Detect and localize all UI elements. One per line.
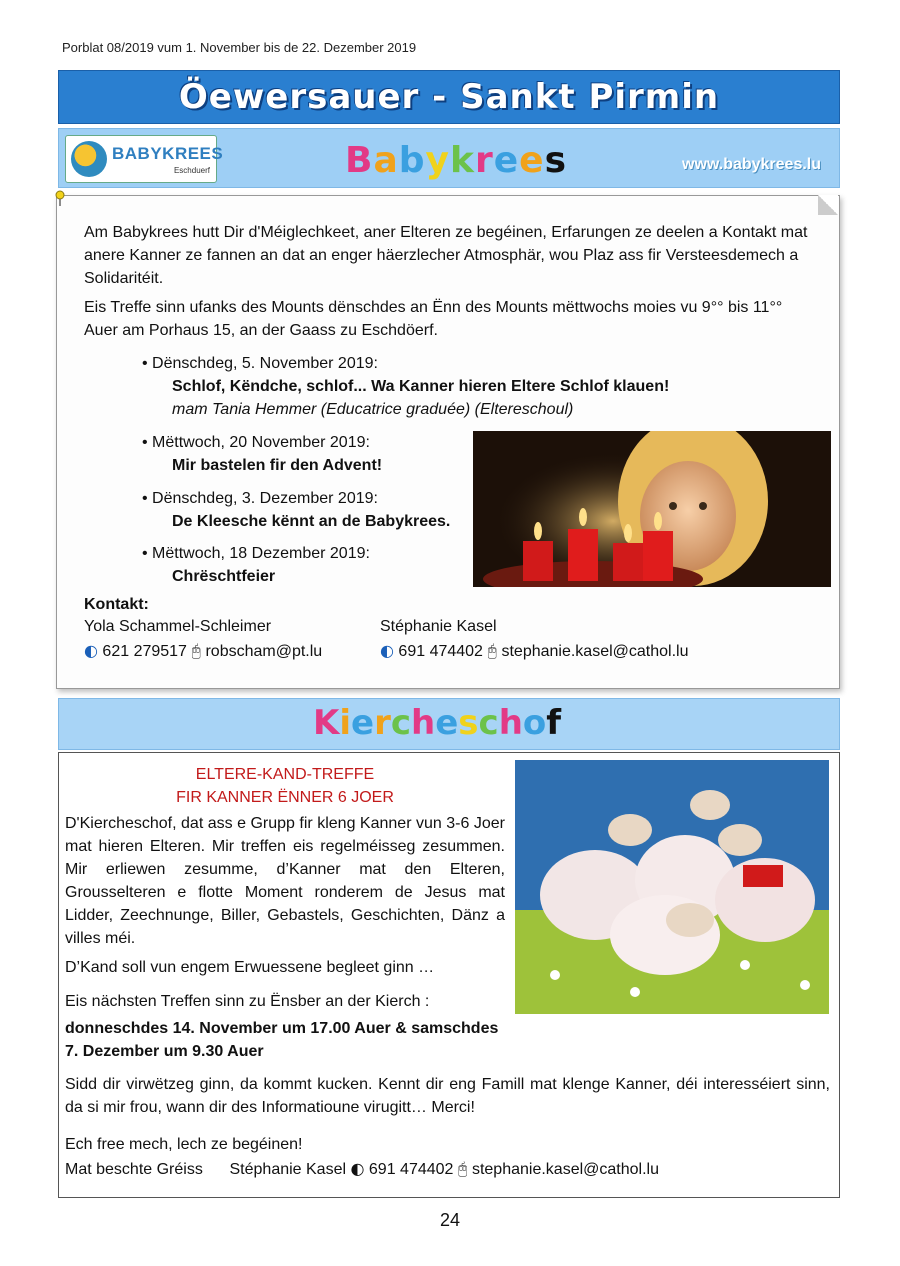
babykrees-logo — [65, 135, 224, 183]
contact-label: Kontakt: — [84, 596, 149, 613]
event-date: • Dënschdeg, 5. November 2019: — [142, 355, 378, 372]
mouse-icon: 🖰 — [487, 641, 498, 660]
parish-banner — [58, 70, 840, 124]
red-heading: ELTERE-KAND-TREFFE — [195, 766, 375, 783]
mouse-icon: 🖰 — [457, 1159, 468, 1178]
phone-icon: ◐ — [84, 641, 98, 660]
contact-name: Stéphanie Kasel — [380, 618, 497, 635]
email-link[interactable]: robscham@pt.lu — [205, 643, 323, 660]
logo-sub: Eschduerf — [173, 166, 210, 175]
child-candles-photo — [473, 431, 831, 587]
phone-icon: ◐ — [350, 1159, 365, 1178]
mouse-icon: 🖰 — [191, 641, 202, 660]
closing-line: Ech free mech, lech ze begéinen! — [65, 1136, 303, 1153]
page-fold-corner — [818, 195, 838, 215]
page-number: 24 — [439, 1210, 461, 1230]
phone-icon: ◐ — [380, 641, 394, 660]
event-title: Schlof, Këndche, schlof... Wa Kanner hieren Eltere Schlof klauen! — [172, 378, 670, 395]
babykrees-intro-2: Eis Treffe sinn ufanks des Mounts dënschdes an Ënn des Mounts mëttwochs moies vu 9°° bis 11°° Auer am Porhaus 15, an der Gaass zu Eschdöerf. — [84, 299, 783, 339]
babykrees-intro-1: Am Babykrees hutt Dir d'Méiglechkeet, aner Elteren ze begéinen, Erfarungen ze deelen a Kontakt mat anere Kanner ze fannen an dat an enger häerzlecher Atmosphär, wou Plaz ass fir Versteesdemech a Solidaritéit. — [84, 224, 808, 287]
kiercheschof-title: Kiercheschof — [313, 703, 562, 743]
next-meeting-dates: donneschdes 14. November um 17.00 Auer & samschdes 7. Dezember um 9.30 Auer — [65, 1020, 499, 1060]
babykrees-title: Babykrees — [345, 140, 567, 181]
red-heading: FIR KANNER ËNNER 6 JOER — [176, 789, 394, 806]
sheep-illustration — [515, 760, 829, 1014]
closing-signature: Mat beschte Gréiss Stéphanie Kasel ◐ 691 474402 🖰 stephanie.kasel@cathol.lu — [65, 1159, 659, 1178]
invite-text: Sidd dir virwëtzeg ginn, da kommt kucken. Kennt dir eng Famill mat klenge Kanner, déi interesséiert sinn, da si mir frou, wann dir des Informatioune virugitt… Merci! — [65, 1076, 830, 1116]
kiercheschof-body: D'Kiercheschof, dat ass e Grupp fir kleng Kanner vun 3-6 Joer mat hieren Elteren. Mir treffen eis regelméisseg zesummen. Mir erliewen zesumme, d’Kanner mat den Elteren, Grousselteren e flotte Moment ronderem de Jesus mat Lidder, Zeechnunge, Biller, Gebastels, Geschichten, Dänz a villes méi. — [65, 815, 505, 947]
logo-name: BABYKREES — [112, 144, 224, 163]
contact-details: ◐ 691 474402 🖰 stephanie.kasel@cathol.lu — [380, 641, 689, 660]
email-link[interactable]: stephanie.kasel@cathol.lu — [471, 1161, 659, 1178]
contact-name: Yola Schammel-Schleimer — [84, 618, 272, 635]
event-title: De Kleesche kënnt an de Babykrees. — [172, 513, 451, 530]
page-header: Porblat 08/2019 vum 1. November bis de 22. Dezember 2019 — [62, 40, 417, 55]
event-note: mam Tania Hemmer (Educatrice graduée) (Eltereschoul) — [172, 401, 574, 418]
next-meeting-label: Eis nächsten Treffen sinn zu Ënsber an der Kierch : — [65, 993, 430, 1010]
parish-title: Öewersauer - Sankt Pirmin — [178, 77, 720, 117]
event-date: • Dënschdeg, 3. Dezember 2019: — [142, 490, 378, 507]
event-date: • Mëttwoch, 18 Dezember 2019: — [142, 545, 370, 562]
babykrees-website-link[interactable]: www.babykrees.lu — [682, 156, 822, 173]
event-title: Mir bastelen fir den Advent! — [172, 457, 383, 474]
event-title: Chrëschtfeier — [172, 568, 276, 585]
pushpin-icon — [54, 190, 66, 206]
email-link[interactable]: stephanie.kasel@cathol.lu — [501, 643, 689, 660]
logo-icon — [71, 141, 107, 177]
contact-details: ◐ 621 279517 🖰 robscham@pt.lu — [84, 641, 323, 660]
event-date: • Mëttwoch, 20 November 2019: — [142, 434, 370, 451]
kiercheschof-note: D’Kand soll vun engem Erwuessene begleet ginn … — [65, 959, 435, 976]
